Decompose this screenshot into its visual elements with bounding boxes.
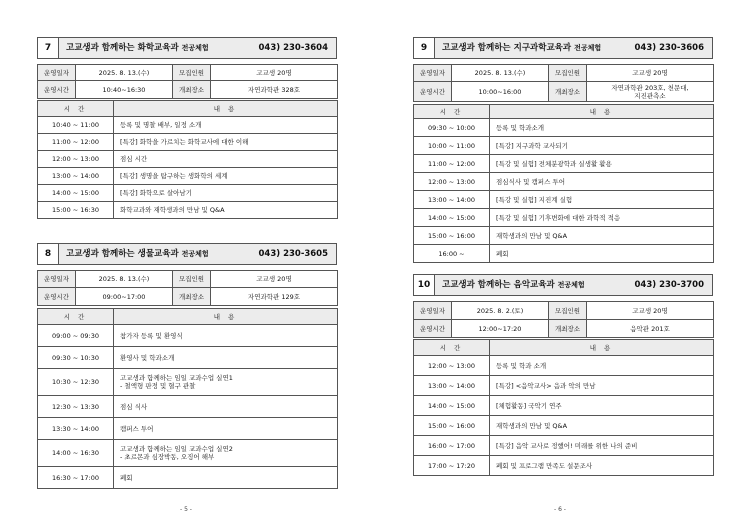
info-value: 2025. 8. 13.(수) xyxy=(76,65,173,81)
schedule-time: 15:00 ~ 16:00 xyxy=(414,416,490,436)
schedule-content: 등록 및 학과 소개 xyxy=(490,356,714,376)
section-subtitle: 전공체험 xyxy=(574,44,602,52)
info-table xyxy=(37,64,338,99)
column-header-time: 시 간 xyxy=(38,101,114,117)
info-value: 고교생 20명 xyxy=(211,271,338,288)
info-value: 고교생 20명 xyxy=(587,65,714,82)
schedule-time: 15:00 ~ 16:30 xyxy=(38,202,114,219)
schedule-content: [특강] 지구과학 교사되기 xyxy=(490,137,714,155)
info-label: 개최장소 xyxy=(173,81,211,99)
info-value: 10:00~16:00 xyxy=(452,82,549,102)
schedule-table xyxy=(413,104,714,263)
schedule-content: 등록 및 학과소개 xyxy=(490,119,714,137)
schedule-time: 09:00 ~ 09:30 xyxy=(38,325,114,347)
schedule-content: 고교생과 함께하는 임일 교과수업 실연1 - 철액형 판정 및 혈구 관찰 xyxy=(114,369,338,396)
column-header-content: 내 용 xyxy=(490,340,714,356)
schedule-time: 12:00 ~ 13:00 xyxy=(414,356,490,376)
schedule-content: 참가자 등록 및 환영식 xyxy=(114,325,338,347)
info-label: 운영일자 xyxy=(414,302,452,320)
info-value: 10:40~16:30 xyxy=(76,81,173,99)
schedule-time: 14:00 ~ 16:30 xyxy=(38,440,114,467)
section-title xyxy=(66,244,209,264)
schedule-content: [특강 및 실험] 기후변화에 대한 과학적 적응 xyxy=(490,209,714,227)
schedule-time: 16:00 ~ xyxy=(414,245,490,263)
info-label: 운영시간 xyxy=(414,82,452,102)
section-header xyxy=(413,274,713,296)
schedule-time: 09:30 ~ 10:00 xyxy=(414,119,490,137)
schedule-content: 고교생과 함께하는 임일 교과수업 실연2 - 초르몬과 심장박동, 오징어 해부 xyxy=(114,440,338,467)
section-title-text: 고교생과 함께하는 음악교육과 xyxy=(442,280,555,290)
schedule-time: 11:00 ~ 12:00 xyxy=(38,134,114,151)
info-label: 운영일자 xyxy=(38,271,76,288)
info-label: 모집인원 xyxy=(173,271,211,288)
info-value: 2025. 8. 2.(토) xyxy=(452,302,549,320)
schedule-time: 14:00 ~ 15:00 xyxy=(38,185,114,202)
schedule-time: 16:00 ~ 17:00 xyxy=(414,436,490,456)
info-label: 개최장소 xyxy=(549,320,587,338)
schedule-time: 12:30 ~ 13:30 xyxy=(38,396,114,418)
info-label: 모집인원 xyxy=(549,302,587,320)
info-label: 모집인원 xyxy=(549,65,587,82)
schedule-content: [특강 및 실험] 지진계 실험 xyxy=(490,191,714,209)
section-header xyxy=(37,37,337,59)
schedule-content: [특강] 화학으로 살아남기 xyxy=(114,185,338,202)
column-header-content: 내 용 xyxy=(114,101,338,117)
schedule-content: [특강] <음악교사> 음과 악의 만남 xyxy=(490,376,714,396)
schedule-time: 10:00 ~ 11:00 xyxy=(414,137,490,155)
info-label: 운영시간 xyxy=(38,81,76,99)
schedule-table xyxy=(37,308,338,489)
schedule-time: 10:40 ~ 11:00 xyxy=(38,117,114,134)
schedule-content: 폐회 및 프로그램 만족도 설문조사 xyxy=(490,456,714,476)
schedule-time: 09:30 ~ 10:30 xyxy=(38,347,114,369)
section-title-text: 고교생과 함께하는 지구과학교육과 xyxy=(442,43,572,53)
schedule-content: 캠퍼스 투어 xyxy=(114,418,338,440)
info-label: 운영일자 xyxy=(38,65,76,81)
page-number: - 5 - xyxy=(180,506,192,513)
schedule-content: 등록 및 명찰 배부, 일정 소개 xyxy=(114,117,338,134)
schedule-content: [특강] 음악 교사로 정했어! 미래를 위한 나의 준비 xyxy=(490,436,714,456)
schedule-content: 화학교과와 재학생과의 만남 및 Q&A xyxy=(114,202,338,219)
schedule-table xyxy=(37,100,338,219)
section-subtitle: 전공체험 xyxy=(181,250,209,258)
info-value: 2025. 8. 13.(수) xyxy=(452,65,549,82)
info-label: 개최장소 xyxy=(549,82,587,102)
schedule-content: 재학생과의 만남 및 Q&A xyxy=(490,227,714,245)
section-phone: 043) 230-3606 xyxy=(634,43,704,53)
section-title xyxy=(442,275,585,295)
section-phone: 043) 230-3604 xyxy=(258,43,328,53)
schedule-content: 점심 식사 xyxy=(114,396,338,418)
schedule-time: 13:00 ~ 14:00 xyxy=(414,191,490,209)
column-header-time: 시 간 xyxy=(414,340,490,356)
schedule-time: 14:00 ~ 15:00 xyxy=(414,396,490,416)
section-subtitle: 전공체험 xyxy=(181,44,209,52)
schedule-time: 13:00 ~ 14:00 xyxy=(38,168,114,185)
schedule-time: 12:00 ~ 13:00 xyxy=(414,173,490,191)
info-value: 고교생 20명 xyxy=(211,65,338,81)
section-title-text: 고교생과 함께하는 화학교육과 xyxy=(66,43,179,53)
info-value: 2025. 8. 13.(수) xyxy=(76,271,173,288)
schedule-content: 재학생과의 만남 및 Q&A xyxy=(490,416,714,436)
section-header xyxy=(413,37,713,59)
section-title xyxy=(442,38,601,58)
schedule-content: 폐회 xyxy=(114,467,338,489)
section-number: 9 xyxy=(414,38,435,58)
info-table xyxy=(413,301,714,338)
column-header-time: 시 간 xyxy=(38,309,114,325)
section-number: 10 xyxy=(414,275,435,295)
info-value: 09:00~17:00 xyxy=(76,288,173,306)
page-number: - 6 - xyxy=(554,506,566,513)
column-header-time: 시 간 xyxy=(414,105,490,119)
info-label: 운영시간 xyxy=(38,288,76,306)
info-value: 자연과학관 203호, 천문대, 지진관측소 xyxy=(587,82,714,102)
section-title-text: 고교생과 함께하는 생물교육과 xyxy=(66,249,179,259)
info-value: 자연과학관 328호 xyxy=(211,81,338,99)
section-subtitle: 전공체험 xyxy=(557,281,585,289)
schedule-content: 폐회 xyxy=(490,245,714,263)
schedule-content: 점심식사 및 캠퍼스 투어 xyxy=(490,173,714,191)
schedule-content: [특강 및 실험] 전체분광학과 실생활 활용 xyxy=(490,155,714,173)
info-value: 음악관 201호 xyxy=(587,320,714,338)
info-table xyxy=(413,64,714,102)
section-title xyxy=(66,38,209,58)
schedule-content: [특강] 화학을 가르치는 화학교사에 대한 이해 xyxy=(114,134,338,151)
column-header-content: 내 용 xyxy=(114,309,338,325)
schedule-content: 점심 시간 xyxy=(114,151,338,168)
info-label: 개최장소 xyxy=(173,288,211,306)
schedule-time: 13:30 ~ 14:00 xyxy=(38,418,114,440)
info-label: 운영일자 xyxy=(414,65,452,82)
info-label: 모집인원 xyxy=(173,65,211,81)
schedule-time: 13:00 ~ 14:00 xyxy=(414,376,490,396)
schedule-content: 환영사 및 학과소개 xyxy=(114,347,338,369)
schedule-content: [체험활동] 국악기 연주 xyxy=(490,396,714,416)
schedule-table xyxy=(413,339,714,476)
schedule-time: 17:00 ~ 17:20 xyxy=(414,456,490,476)
section-number: 7 xyxy=(38,38,59,58)
info-value: 자연과학관 129호 xyxy=(211,288,338,306)
section-phone: 043) 230-3605 xyxy=(258,249,328,259)
column-header-content: 내 용 xyxy=(490,105,714,119)
info-value: 12:00~17:20 xyxy=(452,320,549,338)
info-value: 고교생 20명 xyxy=(587,302,714,320)
info-label: 운영시간 xyxy=(414,320,452,338)
schedule-time: 12:00 ~ 13:00 xyxy=(38,151,114,168)
section-number: 8 xyxy=(38,244,59,264)
schedule-time: 14:00 ~ 15:00 xyxy=(414,209,490,227)
section-header xyxy=(37,243,337,265)
schedule-time: 16:30 ~ 17:00 xyxy=(38,467,114,489)
schedule-time: 10:30 ~ 12:30 xyxy=(38,369,114,396)
schedule-content: [특강] 생명을 탐구하는 생화학의 세계 xyxy=(114,168,338,185)
schedule-time: 11:00 ~ 12:00 xyxy=(414,155,490,173)
schedule-time: 15:00 ~ 16:00 xyxy=(414,227,490,245)
info-table xyxy=(37,270,338,306)
section-phone: 043) 230-3700 xyxy=(634,280,704,290)
